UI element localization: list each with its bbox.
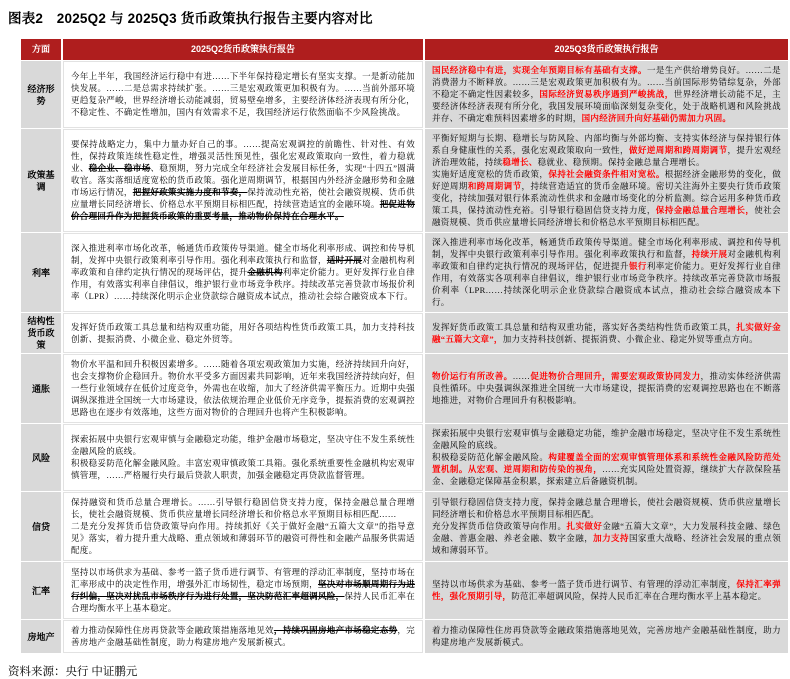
q2-report-cell [63,354,423,423]
body-text: 对金融机构利率政策和自律约定执行情况的现场评估，促进提升 [432,249,781,271]
paragraph [71,70,415,118]
emphasis-new-text: 加力支持 [593,533,629,543]
paragraph [432,321,781,345]
paragraph [71,566,415,614]
body-text: 加力支持科技创新、提振消费、小微企业、稳定外贸等重点方向。 [502,333,758,344]
q2-report-cell [63,424,423,491]
body-text: 充分发挥货币信贷政策导向作用。 [432,521,567,531]
paragraph [432,427,781,451]
body-text: 积极稳妥防范化解金融风险。 [432,452,549,462]
body-text: 深入推进利率市场化改革，畅通货币政策传导渠道。健全市场化利率形成、调控和传导机制，发挥中央银行政策利率引导作用。强化利率政策执行和监督， [71,243,415,265]
figure-title: 图表2 2025Q2 与 2025Q3 货币政策执行报告主要内容对比 [8,11,373,26]
q3-report-cell [425,562,788,619]
emphasis-new-text: 国民经济稳中有进，实现全年预期目标有基础有支撑。 [432,65,647,75]
aspect-label: 经济形势 [21,61,61,128]
body-text: ，推动实体经济供需良性循环。中央强调纵深推进全国统一大市场建设，提振消费的宏观调控思路也在不断落地推进，对物价合理回升有积极影响。 [432,371,781,405]
body-text: 世界经济增长动能不足，主要经济体经济表现有所分化，我国发展环境面临深刻复杂变化，处于战略机遇和风险挑战并存、不确定难预料因素增多的时期， [432,89,781,123]
q2-report-cell [63,492,423,561]
body-text: 要保持战略定力，集中力量办好自己的事。……提高宏观调控的前瞻性、针对性、有效性，保持政策连续性稳定性，增强灵活性预见性，强化宏观政策取向一致性，着力稳就业、 [71,139,415,173]
body-text: 探索拓展中央银行宏观审慎与金融稳定功能，维护金融市场稳定，坚决守住不发生系统性金融风险的底线。 [71,434,415,456]
column-header-aspect: 方面 [21,39,61,60]
body-text: 着力推动保障性住房再贷款等金融政策措施落地见效 [71,625,274,635]
emphasis-new-text: 构建覆盖全面的宏观审慎管理体系和系统性金融风险防范处置机制。从宏观、逆周期和防传染的视角， [432,452,781,474]
table-row [21,354,788,423]
deleted-text: 把握好政策实施力度和节奏， [132,187,248,197]
body-text: 根据经济金融形势的变化，做好逆周期 [432,169,782,191]
paragraph [432,578,781,602]
body-text: 坚持以市场供求为基础、参考一篮子货币进行调节、有管理的浮动汇率制度，坚持市场在汇率形成中的决定性作用，增强外汇市场韧性，稳定市场预期， [71,567,415,589]
aspect-label: 风险 [21,424,61,491]
table-body [21,61,788,653]
body-text: 、稳预期，努力完成全年经济社会发展目标任务，实现“十四五”圆满收官。落实落细适度宽松的货币政策。强化逆周期调节，根据国内外经济金融形势和金融市场运行情况， [71,163,415,197]
body-text: 使社会融资规模、货币供应量增长同经济增长和价格总水平预期目标相匹配。 [432,205,781,227]
body-text: …… [512,371,531,381]
aspect-label: 汇率 [21,562,61,619]
paragraph [71,358,415,418]
emphasis-new-text: 做好逆周期和跨周期调节 [628,145,728,155]
paragraph [432,451,781,487]
paragraph [71,242,415,302]
emphasis-new-text: 保持社会融资条件相对宽松。 [548,169,665,179]
q3-report-cell [425,620,788,653]
body-text: 积极稳妥防范化解金融风险。丰富宏观审慎政策工具箱。强化系统重要性金融机构宏观审慎管理，……严格履行央行最后贷款人职责，加强金融稳定再贷款监督管理。 [71,458,415,480]
q3-report-cell [425,424,788,491]
aspect-label: 利率 [21,233,61,312]
body-text: 一是生产供给增势良好。……二是消费潜力不断释放。……三是宏观政策更加积极有为。……当前国际形势错综复杂，外部不稳定不确定性因素较多， [432,65,781,99]
body-text: 平衡好短期与长期、稳增长与防风险、内部均衡与外部均衡、支持实体经济与保持银行体系自身健康性的关系，强化宏观政策取向一致性， [432,133,781,155]
body-text: ，持续营造适宜的货币金融环境。密切关注海外主要央行货币政策变化，持续加强对银行体系流动性供求和金融市场变化的分析监测。综合运用多种货币政策工具，保持流动性充裕。引导银行稳固信贷支持力度， [432,181,781,215]
aspect-label: 政策基调 [21,129,61,232]
deleted-text: 金融机构 [247,267,283,277]
emphasis-new-text: 扎实做好 [566,521,603,531]
body-text: 深入推进利率市场化改革，畅通货币政策传导渠道。健全市场化利率形成、调控和传导机制，发挥中央银行政策利率引导作用。强化利率政策执行和监督， [432,237,781,259]
emphasis-new-text: 和跨周期调节 [467,181,522,191]
deleted-text: 适时开展 [326,255,363,265]
body-text: 保持融资和货币总量合理增长。……引导银行稳固信贷支持力度，保持金融总量合理增长，使社会融资规模、货币供应量增长同经济增长和价格总水平预期目标相匹配…… [71,497,415,519]
emphasis-new-text: 国际经济贸易秩序遇到严峻挑战， [539,89,674,99]
q2-report-cell [63,129,423,232]
body-text: 二是充分发挥货币信贷政策导向作用。持续抓好《关于做好金融“五篇大文章”的指导意见》落实，着力提升重大战略、重点领域和薄弱环节的融资可得性和金融产品服务供需适配度。 [71,521,415,555]
body-text: 发挥好货币政策工具总量和结构双重功能，落实好各类结构性货币政策工具， [432,321,737,332]
aspect-label: 结构性货币政策 [21,313,61,353]
deleted-text: 稳企业、稳市场 [88,163,151,173]
paragraph [71,457,415,481]
body-text: 稳就业、稳预期。保持金融总量合理增长。 [537,157,705,167]
q2-report-cell [63,233,423,312]
paragraph [71,321,415,345]
emphasis-new-text: 持续开展 [691,249,728,259]
paragraph [71,520,415,556]
paragraph [432,370,781,406]
paragraph [432,132,781,168]
body-text: 防范汇率超调风险，保持人民币汇率在合理均衡水平上基本稳定。 [511,591,767,601]
paragraph [71,496,415,520]
emphasis-new-text: 物价运行有所改善。 [432,371,513,381]
paragraph [432,64,781,124]
q2-report-cell [63,313,423,353]
q3-report-cell [425,313,788,353]
emphasis-new-text: 保持汇率弹性，强化预期引导， [432,579,781,601]
body-text: 物价水平温和回升积极因素增多。……随着各项宏观政策加力实施，经济持续回升向好，也会支撑物价企稳回升。物价水平受多方面因素共同影响，近年来我国经济持续向好，但一些行业领域存在低价过度竞争，外需也在收缩，加大了经济供需平衡压力。近期中央强调纵深推进全国统一大市场建设，依法依规治理企业低价无序竞争，提振消费的宏观调控思路也在逐步有效落地，这些方面对物价的合理回升也将产生积极影响。 [71,359,415,417]
q2-report-cell [63,562,423,619]
q3-report-cell [425,354,788,423]
aspect-label: 房地产 [21,620,61,653]
body-text: 对金融机构利率政策和自律约定执行情况的现场评估，提升 [71,255,416,277]
body-text: 金融“五篇大文章”，大力发展科技金融、绿色金融、普惠金融、养老金融、数字金融， [432,521,781,543]
body-text: 发挥好货币政策工具总量和结构双重功能，用好各项结构性货币政策工具，加力支持科技创新、提振消费、小微企业、稳定外贸等。 [71,321,415,344]
body-text: 利率定价能力。更好发挥行业自律作用，有效落实利率自律倡议，维护银行业市场竞争秩序。持续改革完善贷款市场报价利率（LPR）……持续深化明示企业贷款综合融资成本试点，推动社会综合融资成本下行。 [71,267,415,301]
body-text: ……充实风险处置资源，继续扩大存款保险基金、金融稳定保障基金积累，探索建立后备融资机制。 [432,464,781,486]
q3-report-cell [425,61,788,128]
table-header [21,39,788,60]
emphasis-new-text: 扎实做好金融“五篇大文章”， [432,321,781,344]
deleted-text: 把促进物价合理回升作为把握货币政策的重要考量，推动物价保持在合理水平。 [71,199,415,221]
paragraph [432,520,781,556]
body-text: 今年上半年，我国经济运行稳中有进……下半年保持稳定增长有坚实支撑。一是新动能加快发展。……二是总需求持续扩张。……三是宏观政策更加积极有为。……当前外部环境更趋复杂严峻，世界经济增长动能减弱，贸易壁垒增多，主要经济体经济表现有所分化，不稳定性、不确定性增加，国内有效需求不足，我国经济运行依然面临不少风险挑战。 [71,71,415,117]
table-row [21,492,788,561]
table-row [21,424,788,491]
q2-report-cell [63,620,423,653]
table-row [21,620,788,653]
paragraph [71,433,415,457]
emphasis-new-text: 银行 [628,261,647,271]
body-text: 国家重大战略、经济社会发展的重点领域和薄弱环节。 [432,533,781,555]
paragraph [71,624,415,648]
column-header-q2-report: 2025Q2货币政策执行报告 [63,39,423,60]
emphasis-new-text: 保持金融总量合理增长， [655,205,755,215]
column-header-q3-report: 2025Q3货币政策执行报告 [425,39,788,60]
q2-report-cell [63,61,423,128]
aspect-label: 信贷 [21,492,61,561]
aspect-label: 通胀 [21,354,61,423]
paragraph [432,624,781,648]
q3-report-cell [425,233,788,312]
emphasis-new-text: 国内经济回升向好基础仍需加力巩固。 [581,113,732,123]
source-note: 资料来源：央行 中证鹏元 [8,666,138,678]
paragraph [71,138,415,222]
body-text: ，完善房地产金融基础性制度，助力构建房地产发展新模式。 [71,625,415,647]
emphasis-new-text: 促进物价合理回升，需要宏观政策协同发力 [530,371,701,381]
paragraph [432,168,781,228]
q3-report-cell [425,129,788,232]
deleted-text: 坚决对市场顺周期行为进行纠偏，坚决对扰乱市场秩序行为进行处置，坚决防范汇率超调风险， [71,579,415,601]
body-text: ，提升宏观经济治理效能，持续 [432,145,781,167]
body-text: 探索拓展中央银行宏观审慎与金融稳定功能，维护金融市场稳定，坚决守住不发生系统性金融风险的底线。 [432,428,781,450]
body-text: 引导银行稳固信贷支持力度，保持金融总量合理增长，使社会融资规模、货币供应量增长同经济增长和价格总水平预期目标相匹配。 [432,497,781,519]
body-text: 着力推动保障性住房再贷款等金融政策措施落地见效，完善房地产金融基础性制度，助力构建房地产发展新模式。 [432,625,781,647]
body-text: 保持人民币汇率在合理均衡水平上基本稳定。 [71,591,415,613]
body-text: 保持流动性充裕，使社会融资规模、货币供应量增长同经济增长、价格总水平预期目标相匹配，持续营造适宜的金融环境。 [71,187,415,209]
table-row [21,61,788,128]
table-row [21,562,788,619]
table-row [21,313,788,353]
header-row [21,39,788,60]
table-row [21,233,788,312]
body-text: 利率定价能力。更好发挥行业自律作用，有效落实各项利率自律倡议，维护银行业市场竞争秩序。持续改革完善贷款市场报价利率（LPR……持续深化明示企业贷款综合融资成本试点，推动社会综合融资成本下行。 [432,261,781,307]
q3-report-cell [425,492,788,561]
deleted-text: ，持续巩固房地产市场稳定态势 [273,625,398,635]
paragraph [432,496,781,520]
body-text: 坚持以市场供求为基础、参考一篮子货币进行调节、有管理的浮动汇率制度， [432,579,737,589]
emphasis-new-text: 稳增长、 [502,157,538,167]
paragraph [432,236,781,308]
table-row [21,129,788,232]
body-text: 实施好适度宽松的货币政策， [432,169,549,179]
comparison-table [19,38,790,654]
comparison-table-wrap [19,38,790,654]
